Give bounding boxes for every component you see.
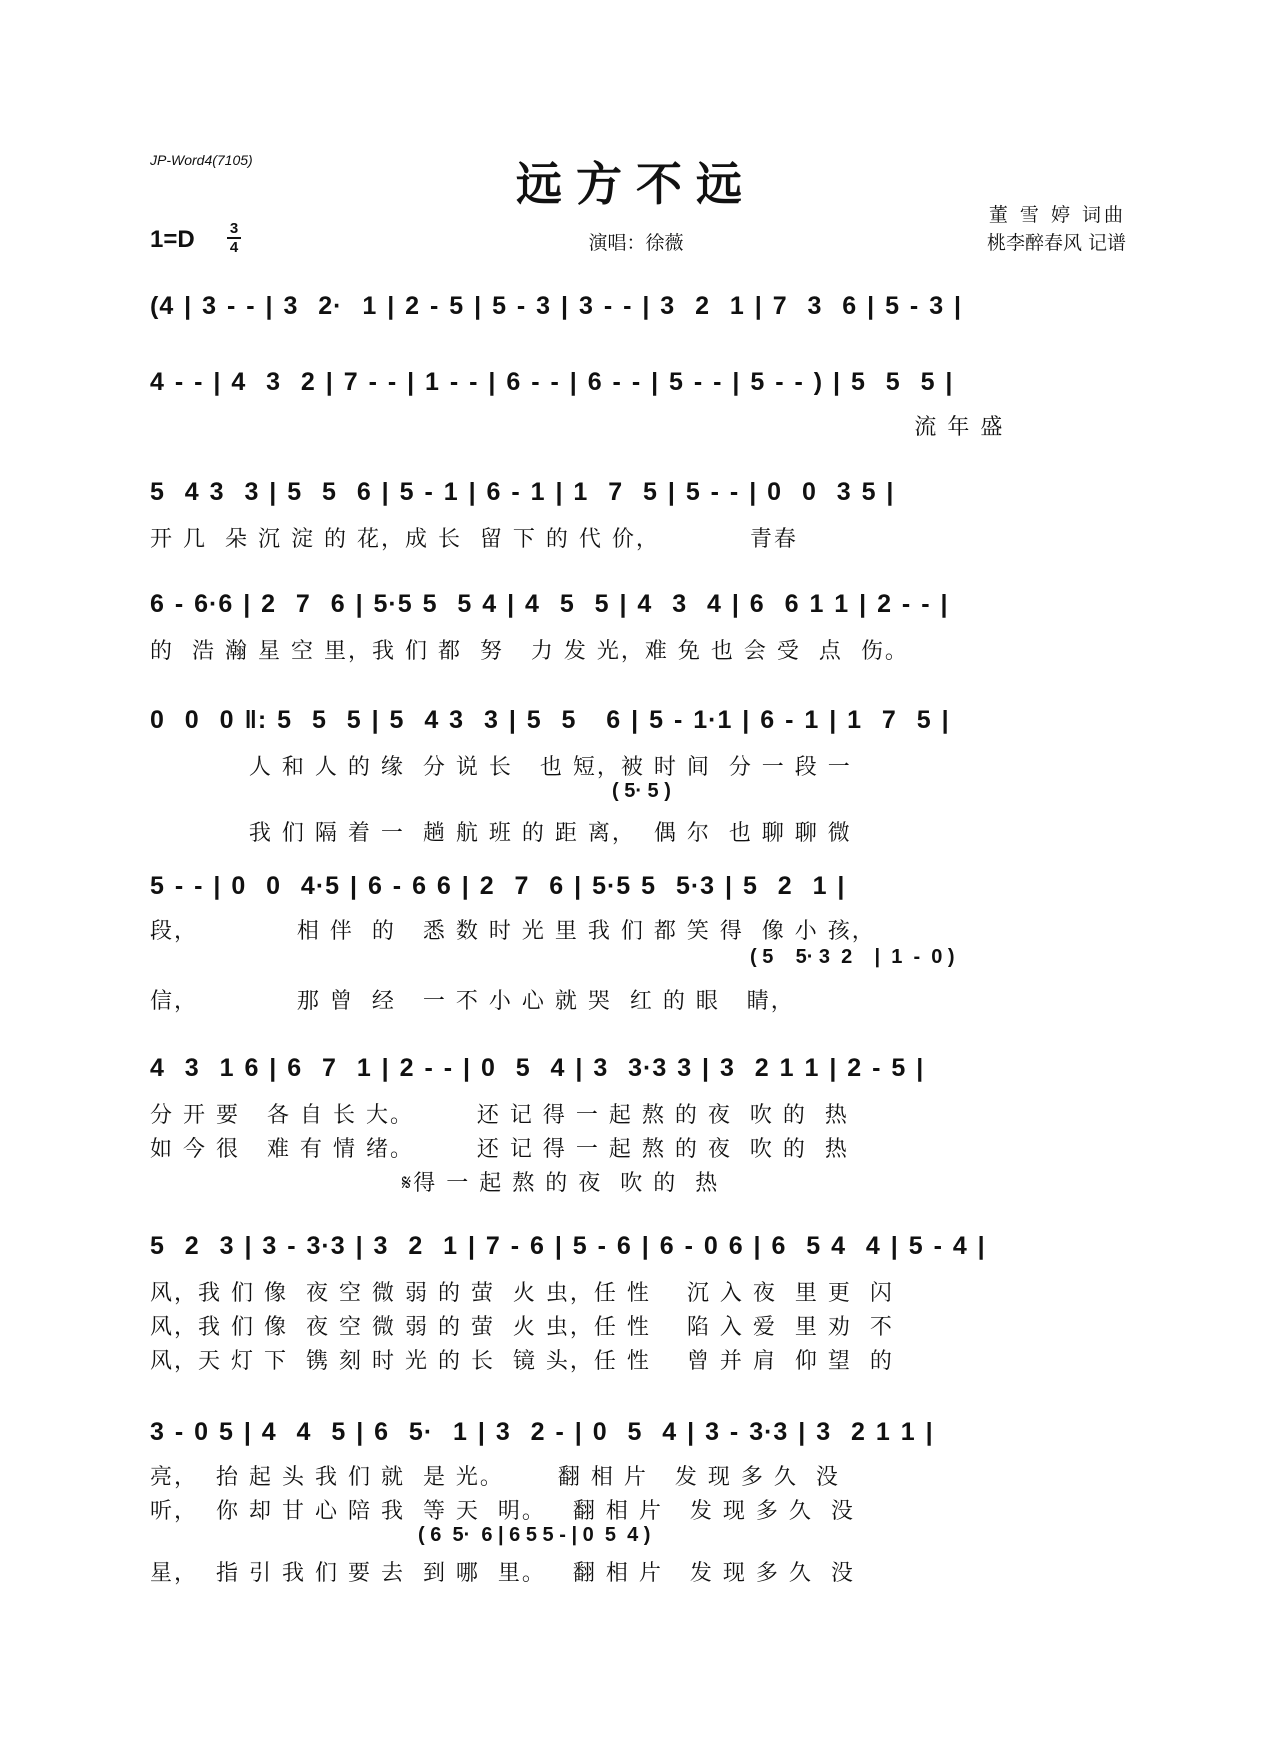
time-signature-top: 3 xyxy=(227,220,241,239)
lyric-line: 人 和 人 的 缘 分 说 长 也 短，被 时 间 分 一 段 一 xyxy=(150,755,852,780)
song-title: 远方不远 xyxy=(516,157,756,211)
lyric-line: 亮， 抬 起 头 我 们 就 是 光。 翻 相 片 发 现 多 久 没 xyxy=(150,1465,840,1490)
alternate-notes: ( 5 5· 3 2 | 1 - 0 ) xyxy=(750,946,955,968)
composer-credit: 董 雪 婷 词曲 xyxy=(988,204,1126,226)
notation-line: 4 3 1 6 | 6 7 1 | 2 - - | 0 5 4 | 3 3·3 3 | 3 2 1 1 | 2 - 5 | xyxy=(150,1054,925,1082)
lyric-line: 听， 你 却 甘 心 陪 我 等 天 明。 翻 相 片 发 现 多 久 没 xyxy=(150,1499,855,1524)
software-label: JP-Word4(7105) xyxy=(150,152,253,168)
lyric-line: 风，天 灯 下 镌 刻 时 光 的 长 镜 头，任 性 曾 并 肩 仰 望 的 xyxy=(150,1349,894,1374)
lyric-line: 的 浩 瀚 星 空 里，我 们 都 努 力 发 光，难 免 也 会 受 点 伤。 xyxy=(150,639,909,664)
notation-line: 4 - - | 4 3 2 | 7 - - | 1 - - | 6 - - | 6 - - | 5 - - | 5 - - ) | 5 5 5 | xyxy=(150,368,954,396)
alternate-notes: ( 5· 5 ) xyxy=(612,780,671,802)
lyric-line: 分 开 要 各 自 长 大。 还 记 得 一 起 熬 的 夜 吹 的 热 xyxy=(150,1103,849,1128)
time-signature-bottom: 4 xyxy=(229,239,239,256)
lyric-line: 风，我 们 像 夜 空 微 弱 的 萤 火 虫，任 性 沉 入 夜 里 更 闪 xyxy=(150,1281,894,1306)
transcriber-credit: 桃李醉春风 记谱 xyxy=(986,232,1126,254)
alternate-notes: ( 6 5· 6 | 6 5 5 - | 0 5 4 ) xyxy=(418,1524,651,1546)
notation-line: 5 - - | 0 0 4·5 | 6 - 6 6 | 2 7 6 | 5·5 5 5·3 | 5 2 1 | xyxy=(150,872,846,900)
notation-line: 3 - 0 5 | 4 4 5 | 6 5· 1 | 3 2 - | 0 5 4 | 3 - 3·3 | 3 2 1 1 | xyxy=(150,1418,934,1446)
notation-line: 5 2 3 | 3 - 3·3 | 3 2 1 | 7 - 6 | 5 - 6 | 6 - 0 6 | 6 5 4 4 | 5 - 4 | xyxy=(150,1232,986,1260)
lyric-line: 我 们 隔 着 一 趟 航 班 的 距 离， 偶 尔 也 聊 聊 微 xyxy=(150,821,852,846)
lyric-line: 星， 指 引 我 们 要 去 到 哪 里。 翻 相 片 发 现 多 久 没 xyxy=(150,1561,855,1586)
singer-credit: 演唱：徐薇 xyxy=(588,232,684,254)
notation-line: 6 - 6·6 | 2 7 6 | 5·5 5 5 4 | 4 5 5 | 4 3 4 | 6 6 1 1 | 2 - - | xyxy=(150,590,949,618)
notation-line: 0 0 0 ‖: 5 5 5 | 5 4 3 3 | 5 5 6 | 5 - 1·1 | 6 - 1 | 1 7 5 | xyxy=(150,706,950,734)
lyric-line: 如 今 很 难 有 情 绪。 还 记 得 一 起 熬 的 夜 吹 的 热 xyxy=(150,1137,849,1162)
key-signature: 1=D xyxy=(150,226,195,253)
lyric-line: 信， 那 曾 经 一 不 小 心 就 哭 红 的 眼 睛， xyxy=(150,989,795,1014)
notation-line: 5 4 3 3 | 5 5 6 | 5 - 1 | 6 - 1 | 1 7 5 | 5 - - | 0 0 3 5 | xyxy=(150,478,895,506)
lyric-line: 开 几 朵 沉 淀 的 花，成 长 留 下 的 代 价， 青春 xyxy=(150,527,798,552)
lyric-line: 𝄋得 一 起 熬 的 夜 吹 的 热 xyxy=(150,1171,720,1196)
lyric-line: 流 年 盛 xyxy=(150,415,1005,440)
lyric-line: 段， 相 伴 的 悉 数 时 光 里 我 们 都 笑 得 像 小 孩， xyxy=(150,919,876,944)
lyric-line: 风，我 们 像 夜 空 微 弱 的 萤 火 虫，任 性 陷 入 爱 里 劝 不 xyxy=(150,1315,894,1340)
notation-line: (4 | 3 - - | 3 2· 1 | 2 - 5 | 5 - 3 | 3 - - | 3 2 1 | 7 3 6 | 5 - 3 | xyxy=(150,292,963,320)
